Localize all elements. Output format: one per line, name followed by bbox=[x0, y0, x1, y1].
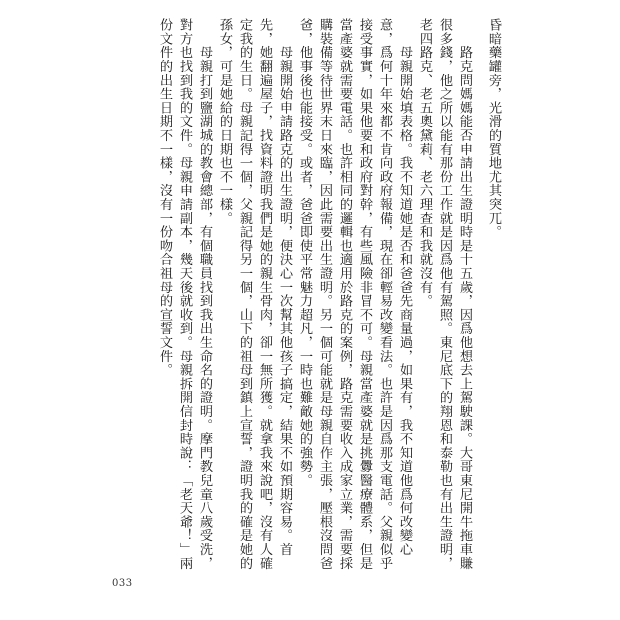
text-line: 母親打到鹽湖城的教會總部，有個職員找到我出生命名的證明。摩門教兒童八歲受洗， bbox=[197, 18, 212, 570]
text-line: 接受事實，如果他要和政府對幹，有些風險非冒不可。母親當產婆就是挑釁醫療體系，但是 bbox=[357, 18, 372, 570]
text-line: 當產婆就需要電話。也許相同的邏輯也適用於路克的案例，路克需要收入成家立業，需要採 bbox=[337, 18, 352, 570]
text-line: 孫女，可是她給的日期也不一樣。 bbox=[217, 18, 232, 225]
text-line: 份文件的出生日期不一樣，沒有一份吻合祖母的宣誓文件。 bbox=[157, 18, 172, 377]
text-line: 定我的生日。母親記得一個，父親記得另一個，山下的祖母到鎮上宣誓，證明我的確是她的 bbox=[237, 18, 252, 570]
text-line: 母親開始填表格。我不知道她是否和爸爸先商量過，如果有，我不知道他爲何改變心 bbox=[397, 18, 412, 557]
text-line: 母親開始申請路克的出生證明，便決心一次幫其他孩子搞定，結果不如預期容易。首 bbox=[277, 18, 292, 557]
text-line: 爸，他事後也能接受。或者，爸爸即使平常魅力超凡，一時也難敵她的強勢。 bbox=[297, 18, 312, 488]
text-line: 對方也找到我的文件。母親申請副本，幾天後就收到。母親拆開信封時說：「老天爺！」兩 bbox=[177, 18, 192, 570]
text-line: 購裝備等待世界末日來臨，因此需要出生證明。另一個可能就是母親自作主張，壓根沒問爸 bbox=[317, 18, 332, 570]
vertical-text-block bbox=[150, 18, 502, 570]
text-line: 很多錢，他之所以能有那份工作就是因爲他有駕照。東尼底下的翔恩和泰勒也有出生證明， bbox=[437, 18, 452, 570]
text-line: 路克問媽媽能否申請出生證明時是十五歲，因爲他想去上駕駛課。大哥東尼開牛拖車賺 bbox=[457, 18, 472, 570]
text-line: 昏暗藥罐旁，光滑的質地尤其突兀。 bbox=[486, 18, 501, 239]
text-line: 老四路克、老五奧黛莉、老六理查和我就沒有。 bbox=[417, 18, 432, 308]
page-number: 033 bbox=[112, 578, 133, 589]
paragraph-gap bbox=[476, 18, 482, 570]
text-line: 先，她翻遍屋子，找資料證明我們是她的親生骨肉，卻一無所獲。就拿我來說吧，沒有人確 bbox=[257, 18, 272, 570]
text-line: 意，爲何十年來都不肯向政府報備，現在卻輕易改變看法。也許是因爲那支電話。父親似乎 bbox=[377, 18, 392, 570]
